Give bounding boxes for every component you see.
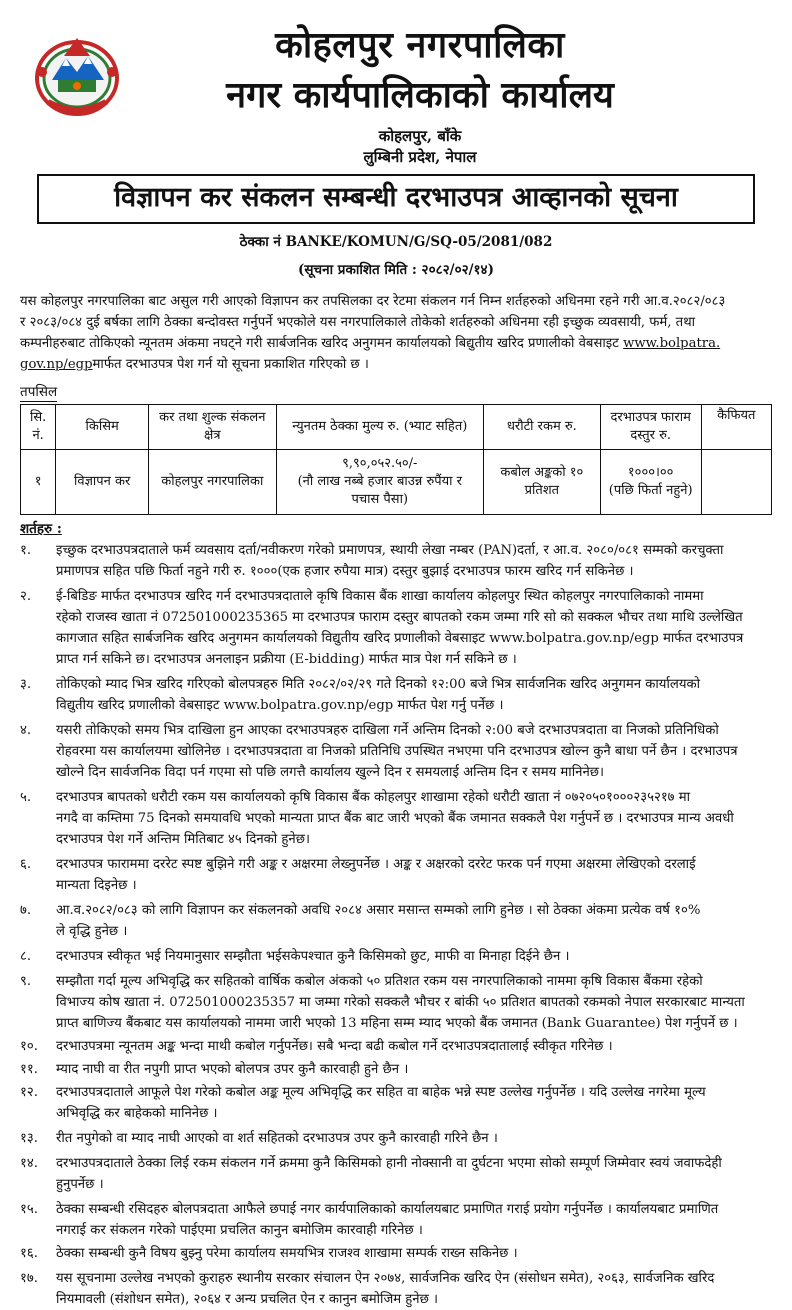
notice-banner: [37, 174, 755, 224]
intro-line-3: [20, 333, 772, 354]
term-line: नियमावली (संशोधन समेत), २०६४ र अन्य प्रचलित ऐन र कानुन बमोजिम हुनेछ ।: [56, 1292, 439, 1307]
term-item: [20, 1243, 780, 1264]
cell-min-value: [276, 450, 483, 515]
terms-heading: शर्तहरु :: [20, 521, 62, 537]
cell-form-fee-note: (पछि फिर्ता नहुने): [608, 483, 693, 498]
term-item: [20, 1199, 780, 1241]
published-date: (सूचना प्रकाशित मिति : २०८२/०२/१४): [298, 262, 494, 278]
municipality-title: कोहलपुर नगरपालिका: [275, 24, 565, 66]
term-number: ५.: [20, 790, 32, 805]
bolpatra-link-part-1[interactable]: www.bolpatra.: [623, 336, 721, 351]
col-header-area: कर तथा शुल्क संकलन क्षेत्र: [149, 405, 277, 450]
term-line: प्रमाणपत्र सहित पछि फिर्ता नहुने गरी रु. १०००(एक हजार रुपैया मात्र) दस्तुर बुझाई दरभाउपत्र फारम खरिद गर्न सकिनेछ ।: [56, 564, 634, 579]
term-line: हुनुपर्नेछ ।: [56, 1177, 104, 1192]
term-item: [20, 586, 780, 670]
term-number: १७.: [20, 1271, 38, 1286]
intro-line-4-text: मार्फत दरभाउपत्र पेश गर्न यो सूचना प्रकाशित गरिएको छ ।: [92, 357, 369, 372]
cell-deposit: [483, 450, 600, 515]
term-item: [20, 971, 780, 1034]
term-number: ४.: [20, 723, 32, 738]
term-number: ६.: [20, 857, 32, 872]
term-number: ७.: [20, 903, 32, 918]
term-line: म्याद नाघी वा रीत नपुगी प्राप्त भएको बोलपत्र उपर कुनै कारवाही हुने छैन ।: [56, 1062, 409, 1077]
term-number: १४.: [20, 1156, 38, 1171]
term-number: ३.: [20, 677, 32, 692]
term-line: ठेक्का सम्बन्धी रसिदहरु बोलपत्रदाता आफैले छपाई नगर कार्यपालिकाको कार्यालयबाट प्रमाणित गराई प्रयोग गर्नुपर्नेछ । कार्यालयबाट प्रमाणित: [56, 1202, 719, 1217]
term-number: ८.: [20, 949, 32, 964]
term-line: दरभाउपत्र फाराममा दररेट स्पष्ट बुझिने गरी अङ्क र अक्षरमा लेख्नुपर्नेछ । अङ्क र अक्षरको दररेट फरक पर्न गएमा अक्षरमा लेखिएको दरलाई: [56, 857, 696, 872]
cell-min-value-words-1: (नौ लाख नब्बे हजार बाउन्न रुपैंया र: [297, 474, 462, 489]
term-item: [20, 1059, 780, 1080]
term-item: [20, 540, 780, 582]
term-line: विद्युतीय खरिद प्रणालीको वेबसाइट www.bolpatra.gov.np/egp मार्फत पेश गर्नु पर्नेछ ।: [56, 698, 504, 713]
term-line: दरभाउपत्र पेश गर्ने अन्तिम मितिबाट ४५ दिनको हुनेछ।: [56, 832, 310, 847]
col-header-sn: सि. नं.: [21, 405, 56, 450]
cell-area: कोहलपुर नगरपालिका: [149, 450, 277, 515]
term-number: १.: [20, 543, 32, 558]
col-header-type: किसिम: [56, 405, 149, 450]
term-item: [20, 1128, 780, 1149]
term-line: विभाज्य कोष खाता नं. 072501000235357 मा जम्मा गरेको सक्कलै भौचर र बांकी ५० प्रतिशत बापतको रकमको नेपाल सरकारबाट मान्यता: [56, 995, 745, 1010]
address-line-1: कोहलपुर, बाँके: [378, 127, 462, 145]
term-number: १६.: [20, 1246, 38, 1261]
cell-form-fee: [600, 450, 701, 515]
address-line-2: लुम्बिनी प्रदेश, नेपाल: [363, 148, 477, 166]
term-line: दरभाउपत्र बापतको धरौटी रकम यस कार्यालयको कृषि विकास बैंक कोहलपुर शाखामा रहेको धरौटी खाता नं ०७२०५०१०००२३५२१७ मा: [56, 790, 691, 805]
term-line: ठेक्का सम्बन्धी कुनै विषय बुझ्नु परेमा कार्यालय समयभित्र राजश्व शाखामा सम्पर्क राख्न सकिनेछ ।: [56, 1246, 518, 1261]
term-item: [20, 720, 780, 783]
term-line: खोल्ने दिन सार्वजनिक विदा पर्न गएमा सो पछि लगत्तै कार्यालय खुल्ने दिन र समयलाई अन्तिम दिन र समय मानिनेछ।: [56, 765, 605, 780]
term-line: अभिवृद्धि कर बाहेकको मानिनेछ ।: [56, 1106, 218, 1121]
cell-form-fee-amount: १०००।००: [627, 465, 674, 480]
office-title: नगर कार्यपालिकाको कार्यालय: [226, 74, 614, 116]
terms-list: [20, 540, 780, 1310]
term-line: ई-बिडिङ मार्फत दरभाउपत्र खरिद गर्न दरभाउपत्रदाताले कृषि विकास बैंक शाखा कार्यालय कोहलपुर स्थित कोहलपुर नगरपालिकाको नाममा: [56, 589, 704, 604]
term-number: १३.: [20, 1131, 38, 1146]
cell-min-value-words-2: पचास पैसा): [351, 492, 409, 507]
cell-sn: १: [21, 450, 56, 515]
cell-deposit-line-2: प्रतिशत: [524, 483, 560, 498]
col-header-remarks: कैफियत: [701, 405, 771, 450]
term-line: तोकिएको म्याद भित्र खरिद गरिएको बोलपत्रहरु मिति २०८२/०२/२९ गते दिनको १२:00 बजे भित्र सार्वजनिक खरिद अनुगमन कार्यालयको: [56, 677, 701, 692]
term-line: प्राप्त बाणिज्य बैंकबाट यस कार्यालयको नाममा जारी भएको 13 महिना सम्म म्याद भएको बैंक जमानत (Bank Guarantee) पेश गर्नुपर्ने छ ।: [56, 1016, 738, 1031]
term-line: नगदै वा कम्तिमा 75 दिनको समयावधि भएको मान्यता प्राप्त बैंक बाट जारी भएको बैंक जमानत सक्कलै पेश गर्नुपर्ने छ । दरभाउपत्र मान्य अवधी: [56, 811, 734, 826]
term-line: दरभाउपत्रदाताले आफूले पेश गरेको कबोल अङ्क मूल्य अभिवृद्धि कर सहित वा बाहेक भन्ने स्पष्ट उल्लेख गर्नुपर्नेछ । यदि उल्लेख नगरेमा मूल्य: [56, 1085, 706, 1100]
term-item: [20, 1082, 780, 1124]
col-header-form-fee: दरभाउपत्र फाराम दस्तुर रु.: [600, 405, 701, 450]
term-item: [20, 854, 780, 896]
term-item: [20, 1268, 780, 1310]
term-number: १०.: [20, 1039, 38, 1054]
term-number: ११.: [20, 1062, 38, 1077]
term-line: सम्झौता गर्दा मूल्य अभिवृद्धि कर सहितको वार्षिक कबोल अंकको ५० प्रतिशत रकम यस नगरपालिकाको नाममा कृषि विकास बैंकमा रहेको: [56, 974, 703, 989]
term-line: कागजात सहित सार्बजनिक खरिद अनुगमन कार्यालयको विद्युतीय खरिद प्रणालीको वेबसाइट www.bolpatra.gov.np/egp मार्फत दरभाउपत्र: [56, 631, 744, 646]
term-line: प्राप्त गर्न सकिने छ। दरभाउपत्र अनलाइन प्रक्रीया (E-bidding) मार्फत मात्र पेश गर्न सकिने छ ।: [56, 652, 517, 667]
term-line: यस सूचनामा उल्लेख नभएको कुराहरु स्थानीय सरकार संचालन ऐन २०७४, सार्वजनिक खरिद ऐन (संसोधन समेत), २०६३, सार्वजनिक खरिद: [56, 1271, 715, 1286]
intro-line-3-text: कम्पनीहरुबाट तोकिएको न्यूनतम अंकमा नघट्ने गरी सार्बजनिक खरिद अनुगमन कार्यालयको बिद्युतीय खरिद प्रणालीको वेबसाइट: [20, 336, 624, 351]
term-item: [20, 674, 780, 716]
col-header-deposit: धरौटी रकम रु.: [483, 405, 600, 450]
table-row: [21, 450, 772, 515]
term-number: १५.: [20, 1202, 38, 1217]
term-line: आ.व.२०८२/०८३ को लागि विज्ञापन कर संकलनको अवधि २०८४ असार मसान्त सम्मको लागि हुनेछ । सो ठेक्का अंकमा प्रत्येक वर्ष १०%: [56, 903, 701, 918]
schedule-label: तपसिल: [20, 384, 58, 400]
schedule-table: [20, 404, 772, 515]
bolpatra-link-part-2[interactable]: gov.np/egp: [20, 357, 93, 372]
term-number: ९.: [20, 974, 32, 989]
cell-min-value-amount: ९,९०,०५२.५०/-: [342, 456, 418, 471]
term-number: १२.: [20, 1085, 38, 1100]
cell-remarks: [701, 450, 771, 515]
cell-deposit-line-1: कबोल अङ्कको १०: [500, 465, 584, 480]
nepal-emblem-icon: [28, 32, 126, 118]
term-line: ले वृद्धि हुनेछ ।: [56, 924, 128, 939]
term-line: नगराई कर संकलन गरेको पाईएमा प्रचलित कानुन बमोजिम कारवाही गरिनेछ ।: [56, 1223, 423, 1238]
intro-line-2: र २०८३/०८४ दुई बर्षका लागि ठेक्का बन्दोवस्त गर्नुपर्ने भएकोले यस नगरपालिकाले तोकेको शर्तहरुको अधिनमा रही इच्छुक व्यवसायी, फर्म, तथा: [20, 315, 696, 330]
term-item: [20, 946, 780, 967]
term-line: रोहवरमा यस कार्यालयमा खोलिनेछ । दरभाउपत्रदाता वा निजको प्रतिनिधि उपस्थित नभएमा पनि दरभाउपत्र खोल्न कुनै बाधा पर्ने छैन । दरभाउपत्र: [56, 744, 738, 759]
term-line: दरभाउपत्रमा न्यूनतम अङ्क भन्दा माथी कबोल गर्नुपर्नेछ। सबै भन्दा बढी कबोल गर्ने दरभाउपत्रदातालाई स्वीकृत गरिनेछ ।: [56, 1039, 613, 1054]
term-item: [20, 1036, 780, 1057]
intro-line-4: [20, 354, 772, 375]
term-number: २.: [20, 589, 32, 604]
term-line: रहेको राजस्व खाता नं 072501000235365 मा दरभाउपत्र फाराम दस्तुर बापतको रकम जम्मा गरि सो को सक्कल भौचर तथा माथि उल्लेखित: [56, 610, 743, 625]
term-item: [20, 787, 780, 850]
term-line: दरभाउपत्रदाताले ठेक्का लिई रकम संकलन गर्ने क्रममा कुनै किसिमको हानी नोक्सानी वा दुर्घटना भएमा सोको सम्पूर्ण जिम्मेवार स्वयं जवाफदेही: [56, 1156, 722, 1171]
col-header-min-value: न्युनतम ठेक्का मुल्य रु. (भ्याट सहित): [276, 405, 483, 450]
intro-paragraph: [20, 291, 772, 375]
contract-reference: ठेक्का नं BANKE/KOMUN/G/SQ-05/2081/082: [239, 234, 553, 250]
term-line: मान्यता दिइनेछ ।: [56, 878, 137, 893]
notice-banner-text: विज्ञापन कर संकलन सम्बन्धी दरभाउपत्र आव्हानको सूचना: [114, 182, 678, 213]
term-line: दरभाउपत्र स्वीकृत भई नियमानुसार सम्झौता भईसकेपश्चात कुनै किसिमको छुट, माफी वा मिनाहा दिईने छैन ।: [56, 949, 570, 964]
table-header-row: [21, 405, 772, 450]
term-item: [20, 900, 780, 942]
cell-type: विज्ञापन कर: [56, 450, 149, 515]
term-line: रीत नपुगेको वा म्याद नाघी आएको वा शर्त सहितको दरभाउपत्र उपर कुनै कारवाही गरिने छैन ।: [56, 1131, 498, 1146]
term-line: यसरी तोकिएको समय भित्र दाखिला हुन आएका दरभाउपत्रहरु दाखिला गर्ने अन्तिम दिनको २:00 बजे दरभाउपत्रदाता वा निजको प्रतिनिधिको: [56, 723, 719, 738]
term-line: इच्छुक दरभाउपत्रदाताले फर्म व्यवसाय दर्ता/नवीकरण गरेको प्रमाणपत्र, स्थायी लेखा नम्बर (PAN)दर्ता, र आ.व. २०८०/०८१ सम्मको करचुक्ता: [56, 543, 724, 558]
intro-line-1: यस कोहलपुर नगरपालिका बाट असुल गरी आएको विज्ञापन कर तपसिलका दर रेटमा संकलन गर्न निम्न शर्तहरुको अधिनमा रहने गरी आ.व.२०८२/०८३: [20, 294, 726, 309]
term-item: [20, 1153, 780, 1195]
